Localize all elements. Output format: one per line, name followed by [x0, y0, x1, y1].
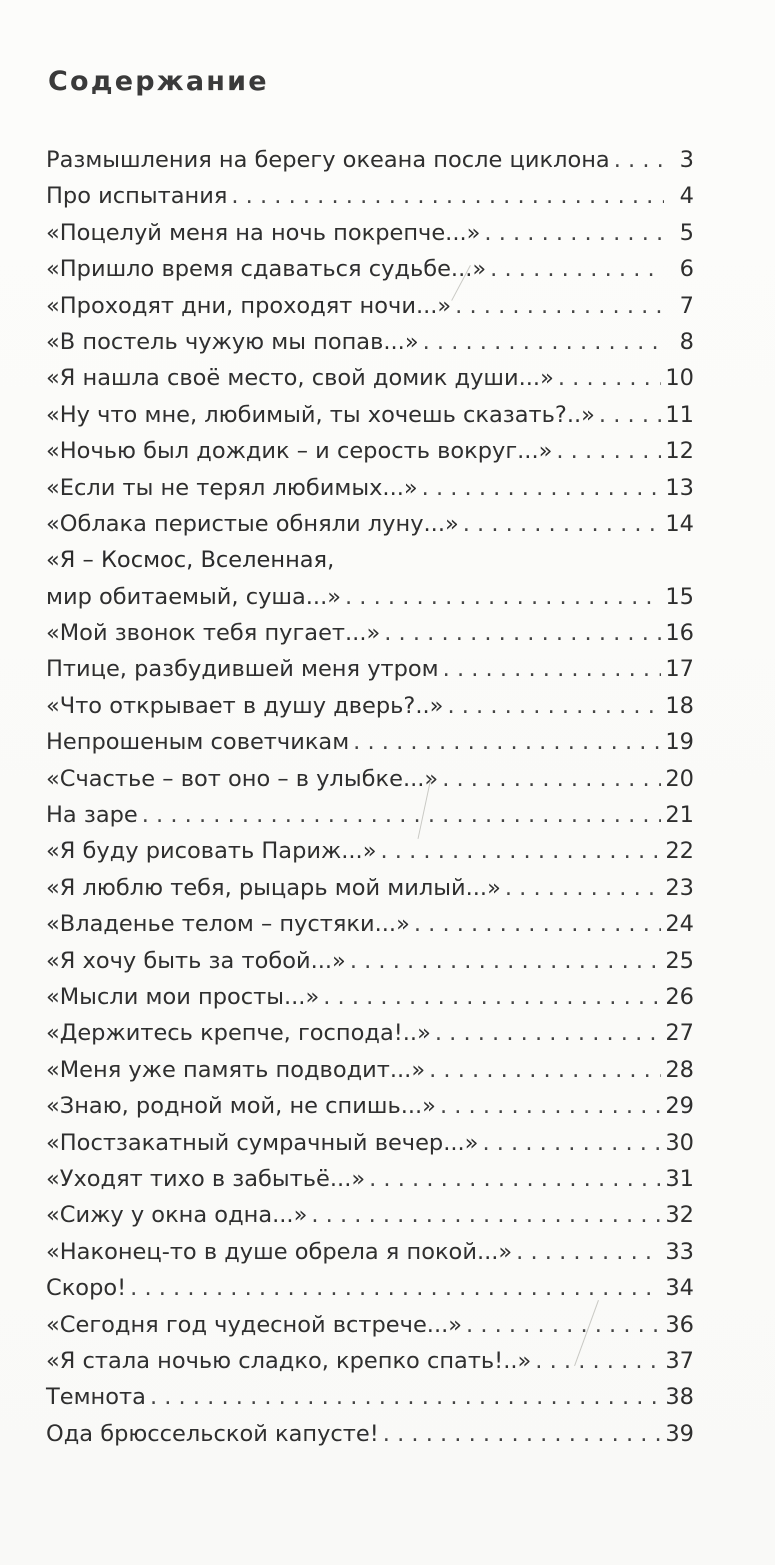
toc-entry-page-number: 26	[665, 983, 694, 1010]
toc-entry-title: «Мысли мои просты...»	[46, 983, 320, 1010]
toc-entry	[46, 397, 694, 433]
toc-entry-title: «Владенье телом – пустяки...»	[46, 911, 410, 938]
toc-entry-title: Размышления на берегу океана после циклона	[46, 147, 610, 173]
toc-entry-title: «Поцелуй меня на ночь покрепче...»	[46, 219, 481, 246]
dot-leader	[142, 797, 662, 833]
toc-entry-page-number: 4	[679, 183, 694, 210]
dot-leader	[516, 1234, 661, 1270]
toc-entry	[46, 1015, 694, 1051]
toc-entry-title: Темнота	[46, 1384, 146, 1411]
toc-entry-title: «Если ты не терял любимых...»	[46, 474, 418, 501]
toc-entry	[46, 1052, 694, 1088]
toc-entry-title: «Держитесь крепче, господа!..»	[46, 1020, 431, 1047]
toc-entry	[46, 506, 694, 542]
toc-entry-page-number: 5	[679, 219, 694, 246]
dot-leader	[440, 1088, 661, 1124]
toc-entry-page-number: 15	[665, 583, 694, 610]
dot-leader	[535, 1343, 661, 1379]
toc-entry-title: «Я хочу быть за тобой...»	[46, 947, 346, 974]
toc-entry-page-number: 3	[679, 147, 694, 173]
toc-entry-page-number: 32	[665, 1202, 694, 1229]
toc-entry	[46, 906, 694, 942]
toc-entry-title: «Я нашла своё место, свой домик души...»	[46, 365, 554, 392]
dot-leader	[423, 324, 664, 360]
dot-leader	[466, 1307, 661, 1343]
toc-entry	[46, 1234, 694, 1270]
toc-entry	[46, 215, 694, 251]
dot-leader	[414, 906, 662, 942]
toc-entry	[46, 833, 694, 869]
toc-entry-title: «Ну что мне, любимый, ты хочешь сказать?..»	[46, 401, 595, 428]
toc-entry-page-number: 18	[665, 692, 694, 719]
toc-entry	[46, 761, 694, 797]
toc-entry-page-number: 10	[665, 365, 694, 392]
dot-leader	[231, 178, 664, 214]
toc-entry-page-number: 24	[665, 911, 694, 938]
dot-leader	[463, 506, 662, 542]
toc-entry	[46, 142, 694, 178]
toc-entry-page-number: 29	[665, 1093, 694, 1120]
toc-entry-title: Про испытания	[46, 183, 228, 210]
dot-leader	[505, 870, 662, 906]
toc-entry-title: «Ночью был дождик – и серость вокруг...»	[46, 438, 553, 465]
toc-entry-page-number: 39	[665, 1420, 694, 1447]
dot-leader	[130, 1270, 661, 1306]
toc-entry	[46, 1343, 694, 1379]
toc-entry	[46, 324, 694, 360]
toc-entry-page-number: 31	[665, 1165, 694, 1192]
toc-entry-title: «Сижу у окна одна...»	[46, 1202, 308, 1229]
toc-entry-title: «Проходят дни, проходят ночи...»	[46, 292, 452, 319]
toc-entry-title: «Меня уже память подводит...»	[46, 1056, 426, 1083]
toc-entry-page-number: 37	[665, 1347, 694, 1374]
dot-leader	[429, 1052, 661, 1088]
toc-entry-page-number: 19	[665, 729, 694, 756]
toc-entry-page-number: 20	[665, 765, 694, 792]
toc-heading: Содержание	[48, 66, 269, 97]
dot-leader	[345, 579, 661, 615]
toc-entry-page-number: 13	[665, 474, 694, 501]
toc-entry-title: Ода брюссельской капусте!	[46, 1420, 379, 1447]
dot-leader	[435, 1015, 662, 1051]
toc-entry-page-number: 6	[679, 256, 694, 283]
toc-entry-title: «Облака перистые обняли луну...»	[46, 510, 459, 537]
toc-entry	[46, 360, 694, 396]
toc-entry	[46, 651, 694, 687]
toc-entry-page-number: 36	[665, 1311, 694, 1338]
dot-leader	[447, 688, 661, 724]
toc-entry	[46, 979, 694, 1015]
toc-entry	[46, 688, 694, 724]
toc-entry-page-number: 38	[665, 1384, 694, 1411]
toc-entry-page-number: 34	[665, 1275, 694, 1302]
dot-leader	[353, 724, 661, 760]
dot-leader	[380, 833, 661, 869]
toc-entry-title: «Что открывает в душу дверь?..»	[46, 692, 444, 719]
dot-leader	[556, 433, 661, 469]
toc-entry-page-number: 17	[665, 656, 694, 683]
dot-leader	[484, 215, 664, 251]
toc-entry	[46, 724, 694, 760]
toc-entry-title: «Уходят тихо в забытьё...»	[46, 1165, 366, 1192]
dot-leader	[443, 651, 662, 687]
dot-leader	[455, 288, 664, 324]
toc-entry	[46, 288, 694, 324]
toc-entry-title: «Сегодня год чудесной встрече...»	[46, 1311, 463, 1338]
toc-entry-page-number: 7	[679, 292, 694, 319]
dot-leader	[490, 251, 664, 287]
dot-leader	[350, 943, 662, 979]
dot-leader	[311, 1197, 661, 1233]
toc-entry	[46, 1197, 694, 1233]
toc-entry	[46, 470, 694, 506]
toc-entry-title: На заре	[46, 802, 138, 829]
toc-entry-title: Скоро!	[46, 1275, 127, 1302]
toc-entry-page-number: 30	[665, 1129, 694, 1156]
toc-entry-title: «Я стала ночью сладко, крепко спать!..»	[46, 1347, 532, 1374]
dot-leader	[614, 142, 664, 178]
toc-entry-title-line: «Я – Космос, Вселенная,	[46, 547, 335, 574]
dot-leader	[482, 1125, 661, 1161]
toc-entry	[46, 870, 694, 906]
dot-leader	[442, 761, 661, 797]
toc-entry-title: Птице, разбудившей меня утром	[46, 656, 439, 683]
toc-entry-title: «Знаю, родной мой, не спишь...»	[46, 1093, 436, 1120]
toc-entry-title: «Счастье – вот оно – в улыбке...»	[46, 765, 439, 792]
toc-entry-page-number: 21	[665, 802, 694, 829]
dot-leader	[422, 470, 662, 506]
toc-entry-title: Непрошеным советчикам	[46, 729, 350, 756]
toc-entry-title: «Пришло время сдаваться судьбе...»	[46, 256, 487, 283]
toc-list	[46, 142, 694, 1452]
toc-entry-title: «Я люблю тебя, рыцарь мой милый...»	[46, 874, 501, 901]
dot-leader	[383, 1416, 662, 1452]
toc-entry-page-number: 28	[665, 1056, 694, 1083]
toc-entry-page-number: 22	[665, 838, 694, 865]
toc-entry	[46, 433, 694, 469]
toc-entry	[46, 1307, 694, 1343]
toc-entry-page-number: 11	[665, 401, 694, 428]
toc-entry-page-number: 23	[665, 874, 694, 901]
dot-leader	[599, 397, 661, 433]
toc-entry-page-number: 12	[665, 438, 694, 465]
toc-entry-title: «Наконец-то в душе обрела я покой...»	[46, 1238, 513, 1265]
dot-leader	[384, 615, 661, 651]
toc-entry-title: «Мой звонок тебя пугает...»	[46, 620, 381, 647]
toc-entry-title: «Я буду рисовать Париж...»	[46, 838, 377, 865]
toc-entry-page-number: 27	[665, 1020, 694, 1047]
toc-entry	[46, 1416, 694, 1452]
toc-entry	[46, 1161, 694, 1197]
toc-entry-page-number: 33	[665, 1238, 694, 1265]
toc-entry	[46, 615, 694, 651]
toc-entry-title: мир обитаемый, суша...»	[46, 583, 341, 610]
dot-leader	[323, 979, 661, 1015]
dot-leader	[369, 1161, 661, 1197]
toc-entry-title: «В постель чужую мы попав...»	[46, 328, 419, 355]
toc-entry-page-number: 8	[679, 328, 694, 355]
toc-entry-page-number: 16	[665, 620, 694, 647]
toc-entry	[46, 797, 694, 833]
toc-entry-page-number: 14	[665, 510, 694, 537]
toc-entry	[46, 1125, 694, 1161]
toc-entry	[46, 943, 694, 979]
toc-entry-title: «Постзакатный сумрачный вечер...»	[46, 1129, 479, 1156]
toc-entry	[46, 251, 694, 287]
toc-entry	[46, 178, 694, 214]
dot-leader	[558, 360, 662, 396]
toc-entry	[46, 1379, 694, 1415]
toc-entry	[46, 579, 694, 615]
toc-entry	[46, 1088, 694, 1124]
toc-entry-page-number: 25	[665, 947, 694, 974]
dot-leader	[150, 1379, 661, 1415]
